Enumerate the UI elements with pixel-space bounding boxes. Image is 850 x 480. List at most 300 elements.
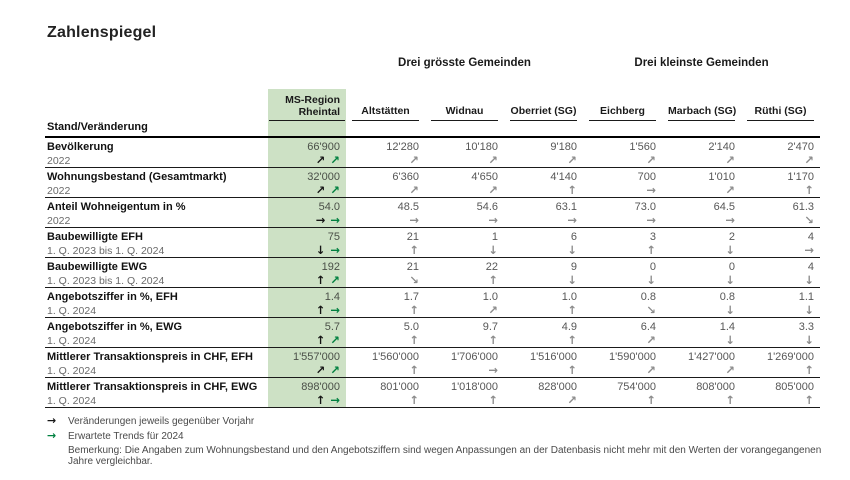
trend-down-arrow-icon: ↓ xyxy=(804,303,814,317)
trend-right-arrow-icon: → xyxy=(567,213,577,227)
table-row xyxy=(45,228,820,258)
row-label: Mittlerer Transaktionspreis in CHF, EWG xyxy=(47,381,258,393)
cell-value: 5.7 xyxy=(324,321,340,333)
trend-expected-right-arrow-icon: → xyxy=(330,303,340,317)
table-row xyxy=(45,378,820,408)
municipality-cell xyxy=(583,168,662,197)
cell-value: 1'516'000 xyxy=(529,351,577,363)
municipality-cell xyxy=(583,198,662,227)
trend-arrows xyxy=(662,364,741,376)
cell-value: 801'000 xyxy=(380,381,419,393)
region-cell xyxy=(268,318,346,347)
column-header-label: Marbach (SG) xyxy=(668,105,735,121)
row-header: Stand/Veränderung xyxy=(47,121,148,133)
municipality-cell xyxy=(504,348,583,377)
cell-value: 4'140 xyxy=(550,171,577,183)
trend-up-arrow-icon: ↑ xyxy=(567,333,577,347)
trend-right-arrow-icon: → xyxy=(646,183,656,197)
trend-up-arrow-icon: ↑ xyxy=(409,243,419,257)
group-header-row xyxy=(45,57,820,72)
trend-arrows xyxy=(583,304,662,316)
cell-value: 1 xyxy=(491,231,498,243)
trend-arrows xyxy=(268,334,346,346)
trend-ne-arrow-icon: ↗ xyxy=(409,183,419,197)
cell-value: 3 xyxy=(649,231,656,243)
trend-arrows xyxy=(741,334,820,346)
cell-value: 2'140 xyxy=(708,141,735,153)
trend-expected-ne-arrow-icon: ↗ xyxy=(330,183,340,197)
trend-expected-ne-arrow-icon: ↗ xyxy=(330,363,340,377)
municipality-cell xyxy=(504,378,583,407)
municipality-cell xyxy=(504,168,583,197)
trend-expected-ne-arrow-icon: ↗ xyxy=(330,153,340,167)
municipality-cell xyxy=(425,288,504,317)
cell-value: 1.0 xyxy=(482,291,498,303)
trend-arrows xyxy=(346,154,425,166)
row-label-cell xyxy=(45,378,268,407)
column-header-region xyxy=(268,89,346,121)
region-cell xyxy=(268,228,346,257)
cell-value: 0.8 xyxy=(640,291,656,303)
cell-value: 63.1 xyxy=(555,201,577,213)
trend-arrows xyxy=(425,214,504,226)
trend-ne-arrow-icon: ↗ xyxy=(804,153,814,167)
cell-value: 1'590'000 xyxy=(608,351,656,363)
trend-arrows xyxy=(346,364,425,376)
municipality-cell xyxy=(662,198,741,227)
trend-arrows xyxy=(346,184,425,196)
trend-arrows xyxy=(268,184,346,196)
trend-prev-right-arrow-icon: → xyxy=(315,213,326,227)
trend-arrows xyxy=(504,334,583,346)
trend-down-arrow-icon: ↓ xyxy=(567,243,577,257)
cell-value: 828'000 xyxy=(538,381,577,393)
trend-ne-arrow-icon: ↗ xyxy=(488,303,498,317)
trend-arrows xyxy=(425,184,504,196)
row-label-cell xyxy=(45,168,268,197)
cell-value: 4 xyxy=(807,261,814,273)
row-label: Wohnungsbestand (Gesamtmarkt) xyxy=(47,171,227,183)
trend-prev-ne-arrow-icon: ↗ xyxy=(315,363,326,377)
trend-ne-arrow-icon: ↗ xyxy=(725,363,735,377)
trend-se-arrow-icon: ↘ xyxy=(409,273,419,287)
trend-up-arrow-icon: ↑ xyxy=(646,393,656,407)
trend-arrows xyxy=(583,184,662,196)
municipality-cell xyxy=(662,378,741,407)
legend-item xyxy=(47,429,822,442)
cell-value: 0 xyxy=(649,261,656,273)
trend-up-arrow-icon: ↑ xyxy=(567,183,577,197)
header-spacer xyxy=(45,89,268,121)
trend-down-arrow-icon: ↓ xyxy=(725,273,735,287)
trend-down-arrow-icon: ↓ xyxy=(804,333,814,347)
trend-expected-right-arrow-icon: → xyxy=(330,243,340,257)
municipality-cell xyxy=(741,228,820,257)
trend-arrows xyxy=(662,274,741,286)
cell-value: 1.4 xyxy=(324,291,340,303)
cell-value: 66'900 xyxy=(307,141,340,153)
trend-arrows xyxy=(741,244,820,256)
trend-expected-ne-arrow-icon: ↗ xyxy=(330,273,340,287)
cell-value: 1.1 xyxy=(798,291,814,303)
cell-value: 4 xyxy=(807,231,814,243)
group-header-largest: Drei grösste Gemeinden xyxy=(398,57,531,69)
municipality-cell xyxy=(346,228,425,257)
row-period: 2022 xyxy=(47,215,71,227)
trend-right-arrow-icon: → xyxy=(725,213,735,227)
row-label: Bevölkerung xyxy=(47,141,114,153)
row-period: 1. Q. 2023 bis 1. Q. 2024 xyxy=(47,245,165,257)
cell-value: 805'000 xyxy=(775,381,814,393)
trend-arrows xyxy=(662,244,741,256)
trend-up-arrow-icon: ↑ xyxy=(725,393,735,407)
municipality-cell xyxy=(425,258,504,287)
municipality-cell xyxy=(741,168,820,197)
cell-value: 6 xyxy=(570,231,577,243)
cell-value: 1'560 xyxy=(629,141,656,153)
municipality-cell xyxy=(583,228,662,257)
trend-up-arrow-icon: ↑ xyxy=(804,393,814,407)
row-period: 1. Q. 2023 bis 1. Q. 2024 xyxy=(47,275,165,287)
trend-up-arrow-icon: ↑ xyxy=(409,393,419,407)
municipality-cell xyxy=(741,258,820,287)
municipality-cell xyxy=(504,318,583,347)
trend-down-arrow-icon: ↓ xyxy=(725,303,735,317)
cell-value: 64.5 xyxy=(713,201,735,213)
trend-arrows xyxy=(425,334,504,346)
trend-right-arrow-icon: → xyxy=(488,213,498,227)
remark-text: Bemerkung: Die Angaben zum Wohnungsbestand und den Angebotsziffern sind wegen Anpassungen an der Datenbasis nicht mehr mit den Werten der vorangegangenen Jahre vergleichbar. xyxy=(68,445,822,467)
cell-value: 1'706'000 xyxy=(450,351,498,363)
trend-ne-arrow-icon: ↗ xyxy=(567,153,577,167)
municipality-cell xyxy=(504,138,583,167)
row-label-cell xyxy=(45,138,268,167)
trend-arrows xyxy=(583,154,662,166)
row-period: 2022 xyxy=(47,185,71,197)
trend-arrows xyxy=(425,364,504,376)
trend-arrows xyxy=(583,214,662,226)
trend-up-arrow-icon: ↑ xyxy=(488,333,498,347)
trend-arrows xyxy=(346,304,425,316)
trend-arrows xyxy=(504,394,583,406)
cell-value: 21 xyxy=(406,261,419,273)
trend-arrows xyxy=(425,304,504,316)
municipality-cell xyxy=(662,138,741,167)
trend-right-arrow-icon: → xyxy=(488,363,498,377)
trend-arrows xyxy=(504,364,583,376)
table-row xyxy=(45,168,820,198)
column-header-1 xyxy=(346,89,425,121)
municipality-cell xyxy=(346,138,425,167)
municipality-cell xyxy=(346,378,425,407)
cell-value: 9'180 xyxy=(550,141,577,153)
cell-value: 1.7 xyxy=(403,291,419,303)
trend-arrows xyxy=(583,334,662,346)
column-header-row xyxy=(45,89,820,121)
trend-down-arrow-icon: ↓ xyxy=(488,243,498,257)
trend-arrows xyxy=(346,214,425,226)
trend-prev-ne-arrow-icon: ↗ xyxy=(315,153,326,167)
trend-down-arrow-icon: ↓ xyxy=(646,273,656,287)
footnotes xyxy=(47,414,822,467)
trend-arrows xyxy=(662,304,741,316)
trend-ne-arrow-icon: ↗ xyxy=(646,153,656,167)
municipality-cell xyxy=(425,378,504,407)
trend-arrows xyxy=(662,154,741,166)
column-header-region-label xyxy=(269,94,345,121)
cell-value: 21 xyxy=(406,231,419,243)
municipality-cell xyxy=(583,378,662,407)
trend-arrows xyxy=(268,274,346,286)
cell-value: 898'000 xyxy=(301,381,340,393)
column-header-2 xyxy=(425,89,504,121)
municipality-cell xyxy=(425,318,504,347)
municipality-cell xyxy=(346,198,425,227)
row-period: 1. Q. 2024 xyxy=(47,395,97,407)
table-body xyxy=(45,138,820,408)
row-label-cell xyxy=(45,288,268,317)
municipality-cell xyxy=(662,318,741,347)
municipality-cell xyxy=(741,318,820,347)
trend-arrows xyxy=(741,304,820,316)
region-cell xyxy=(268,258,346,287)
trend-up-arrow-icon: ↑ xyxy=(804,363,814,377)
cell-value: 4'650 xyxy=(471,171,498,183)
trend-up-arrow-icon: ↑ xyxy=(804,183,814,197)
municipality-cell xyxy=(583,258,662,287)
cell-value: 754'000 xyxy=(617,381,656,393)
region-cell xyxy=(268,168,346,197)
trend-arrows xyxy=(346,394,425,406)
table-row xyxy=(45,258,820,288)
cell-value: 9 xyxy=(570,261,577,273)
trend-arrows xyxy=(662,184,741,196)
row-label-cell xyxy=(45,348,268,377)
trend-arrows xyxy=(504,214,583,226)
cell-value: 808'000 xyxy=(696,381,735,393)
trend-arrows xyxy=(583,244,662,256)
trend-arrows xyxy=(268,214,346,226)
trend-ne-arrow-icon: ↗ xyxy=(725,153,735,167)
row-label: Baubewilligte EWG xyxy=(47,261,148,273)
trend-down-arrow-icon: ↓ xyxy=(567,273,577,287)
trend-up-arrow-icon: ↑ xyxy=(646,243,656,257)
trend-ne-arrow-icon: ↗ xyxy=(646,333,656,347)
trend-ne-arrow-icon: ↗ xyxy=(725,183,735,197)
trend-arrows xyxy=(741,184,820,196)
cell-value: 9.7 xyxy=(482,321,498,333)
trend-ne-arrow-icon: ↗ xyxy=(409,153,419,167)
trend-ne-arrow-icon: ↗ xyxy=(567,393,577,407)
trend-ne-arrow-icon: ↗ xyxy=(646,363,656,377)
trend-down-arrow-icon: ↓ xyxy=(725,243,735,257)
cell-value: 1'560'000 xyxy=(371,351,419,363)
column-header-3 xyxy=(504,89,583,121)
column-header-region-line1: MS-Region xyxy=(285,94,340,106)
table-row xyxy=(45,198,820,228)
municipality-cell xyxy=(583,138,662,167)
municipality-cell xyxy=(583,288,662,317)
cell-value: 1'427'000 xyxy=(687,351,735,363)
cell-value: 1'269'000 xyxy=(766,351,814,363)
column-header-4 xyxy=(583,89,662,121)
cell-value: 1.0 xyxy=(561,291,577,303)
trend-arrows xyxy=(583,274,662,286)
right-arrow-icon: → xyxy=(47,429,57,442)
row-label-cell xyxy=(45,318,268,347)
legend-item xyxy=(47,414,822,427)
row-label-cell xyxy=(45,258,268,287)
cell-value: 4.9 xyxy=(561,321,577,333)
trend-arrows xyxy=(504,154,583,166)
cell-value: 6'360 xyxy=(392,171,419,183)
table-row xyxy=(45,138,820,168)
row-label-cell xyxy=(45,198,268,227)
region-cell xyxy=(268,348,346,377)
column-header-region-line2: Rheintal xyxy=(298,106,340,118)
trend-arrows xyxy=(662,214,741,226)
cell-value: 22 xyxy=(485,261,498,273)
trend-ne-arrow-icon: ↗ xyxy=(488,153,498,167)
row-label: Anteil Wohneigentum in % xyxy=(47,201,186,213)
municipality-cell xyxy=(346,318,425,347)
group-header-smallest: Drei kleinste Gemeinden xyxy=(634,57,769,69)
trend-arrows xyxy=(504,274,583,286)
cell-value: 5.0 xyxy=(403,321,419,333)
legend-text: Veränderungen jeweils gegenüber Vorjahr xyxy=(68,416,255,427)
cell-value: 0.8 xyxy=(719,291,735,303)
column-header-label: Oberriet (SG) xyxy=(510,105,577,121)
trend-arrows xyxy=(583,364,662,376)
municipality-cell xyxy=(346,168,425,197)
right-arrow-icon: → xyxy=(47,414,57,427)
trend-arrows xyxy=(741,214,820,226)
trend-right-arrow-icon: → xyxy=(409,213,419,227)
row-label-cell xyxy=(45,228,268,257)
municipality-cell xyxy=(504,228,583,257)
municipality-cell xyxy=(346,288,425,317)
trend-se-arrow-icon: ↘ xyxy=(646,303,656,317)
municipality-cell xyxy=(741,138,820,167)
trend-arrows xyxy=(346,274,425,286)
cell-value: 0 xyxy=(728,261,735,273)
trend-expected-right-arrow-icon: → xyxy=(330,213,340,227)
trend-prev-down-arrow-icon: ↓ xyxy=(315,243,326,257)
cell-value: 75 xyxy=(327,231,340,243)
trend-down-arrow-icon: ↓ xyxy=(725,333,735,347)
municipality-cell xyxy=(425,138,504,167)
municipality-cell xyxy=(741,348,820,377)
row-period: 1. Q. 2024 xyxy=(47,305,97,317)
region-cell xyxy=(268,138,346,167)
row-label: Mittlerer Transaktionspreis in CHF, EFH xyxy=(47,351,253,363)
trend-arrows xyxy=(741,154,820,166)
trend-se-arrow-icon: ↘ xyxy=(804,213,814,227)
trend-ne-arrow-icon: ↗ xyxy=(488,183,498,197)
trend-up-arrow-icon: ↑ xyxy=(567,303,577,317)
column-header-label: Widnau xyxy=(431,105,498,121)
trend-arrows xyxy=(268,154,346,166)
trend-up-arrow-icon: ↑ xyxy=(567,363,577,377)
cell-value: 54.6 xyxy=(476,201,498,213)
region-cell xyxy=(268,378,346,407)
cell-value: 12'280 xyxy=(386,141,419,153)
trend-prev-up-arrow-icon: ↑ xyxy=(315,333,326,347)
trend-arrows xyxy=(425,244,504,256)
trend-arrows xyxy=(504,244,583,256)
municipality-cell xyxy=(662,258,741,287)
region-cell xyxy=(268,198,346,227)
cell-value: 54.0 xyxy=(318,201,340,213)
trend-prev-up-arrow-icon: ↑ xyxy=(315,393,326,407)
trend-up-arrow-icon: ↑ xyxy=(409,303,419,317)
trend-up-arrow-icon: ↑ xyxy=(488,393,498,407)
trend-arrows xyxy=(268,394,346,406)
municipality-cell xyxy=(346,258,425,287)
cell-value: 6.4 xyxy=(640,321,656,333)
row-label: Baubewilligte EFH xyxy=(47,231,143,243)
municipality-cell xyxy=(741,288,820,317)
municipality-cell xyxy=(662,168,741,197)
trend-prev-up-arrow-icon: ↑ xyxy=(315,303,326,317)
column-header-5 xyxy=(662,89,741,121)
legend-text: Erwartete Trends für 2024 xyxy=(68,431,184,442)
municipality-cell xyxy=(425,198,504,227)
region-cell xyxy=(268,288,346,317)
municipality-cell xyxy=(662,348,741,377)
cell-value: 2 xyxy=(728,231,735,243)
table-row xyxy=(45,288,820,318)
trend-prev-ne-arrow-icon: ↗ xyxy=(315,183,326,197)
page-title: Zahlenspiegel xyxy=(47,24,157,41)
legend-items xyxy=(47,414,822,442)
municipality-cell xyxy=(583,348,662,377)
trend-right-arrow-icon: → xyxy=(804,243,814,257)
trend-arrows xyxy=(268,244,346,256)
trend-up-arrow-icon: ↑ xyxy=(409,363,419,377)
trend-expected-ne-arrow-icon: ↗ xyxy=(330,333,340,347)
municipality-cell xyxy=(741,378,820,407)
cell-value: 61.3 xyxy=(792,201,814,213)
trend-arrows xyxy=(741,394,820,406)
trend-arrows xyxy=(504,184,583,196)
trend-arrows xyxy=(425,274,504,286)
column-header-6 xyxy=(741,89,820,121)
row-period: 1. Q. 2024 xyxy=(47,335,97,347)
table-row xyxy=(45,318,820,348)
trend-arrows xyxy=(504,304,583,316)
cell-value: 1'010 xyxy=(708,171,735,183)
row-period: 1. Q. 2024 xyxy=(47,365,97,377)
cell-value: 1'018'000 xyxy=(450,381,498,393)
row-period: 2022 xyxy=(47,155,71,167)
trend-arrows xyxy=(662,394,741,406)
region-column-band xyxy=(268,121,346,136)
municipality-cell xyxy=(504,198,583,227)
trend-arrows xyxy=(268,304,346,316)
municipality-cell xyxy=(425,168,504,197)
trend-expected-right-arrow-icon: → xyxy=(330,393,340,407)
municipality-cell xyxy=(425,348,504,377)
cell-value: 1'170 xyxy=(787,171,814,183)
trend-arrows xyxy=(346,244,425,256)
municipality-cell xyxy=(504,258,583,287)
cell-value: 48.5 xyxy=(397,201,419,213)
cell-value: 1.4 xyxy=(719,321,735,333)
trend-arrows xyxy=(741,274,820,286)
trend-prev-up-arrow-icon: ↑ xyxy=(315,273,326,287)
cell-value: 32'000 xyxy=(307,171,340,183)
